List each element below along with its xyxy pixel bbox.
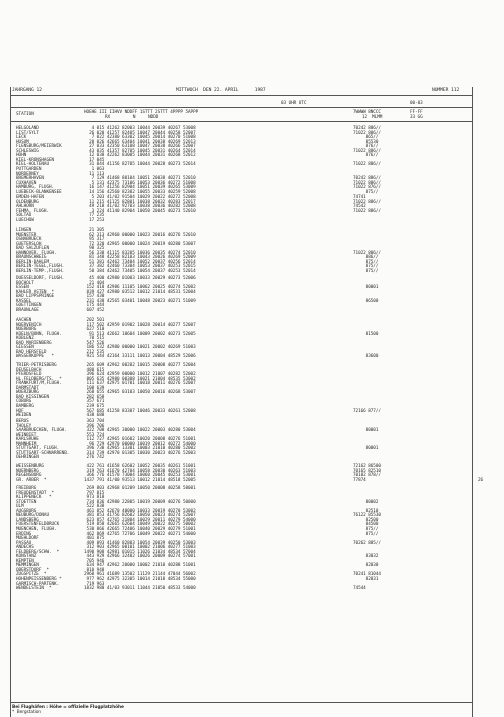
station-extra: 82510 xyxy=(353,508,379,514)
station-extra: 71022 886// xyxy=(353,250,381,256)
station-data: 77 235 xyxy=(84,213,105,219)
station-data: 27 033 42350 63108 10047 20038 40266 52007 xyxy=(84,144,196,150)
station-name: BREMERHAVEN xyxy=(16,176,44,182)
station-data: 14 156 42560 82302 10055 20033 40259 52008 xyxy=(84,189,196,195)
station-name: OEHRINGEN xyxy=(16,455,39,461)
station-extra: 875// xyxy=(353,259,379,265)
station-name: SOLTAU xyxy=(16,213,32,219)
station-data: 95 317 xyxy=(84,237,105,243)
station-name: WASSERKUPPE * xyxy=(16,354,55,360)
station-name: FRANKFURT/M,FLUGH. xyxy=(16,381,62,387)
station-name: MUENCHEN, FLUGH. xyxy=(16,526,57,532)
station-name: DARMSTADT xyxy=(16,385,39,391)
station-name: KONSTANZ xyxy=(16,554,37,560)
station-name: ZUGSPITZE * xyxy=(16,572,47,578)
station-name: NOERVENICH xyxy=(16,322,42,328)
station-name: FEHMA, FLUGH. xyxy=(16,208,49,214)
station-name: FREUDENSTADT * xyxy=(16,490,55,496)
station-extra: 83032 xyxy=(353,554,379,560)
station-data: 409 893 41460 82803 10054 20039 40250 53003 xyxy=(84,540,196,546)
station-extra: 84500 xyxy=(353,522,379,528)
station-data: 7 129 41468 80104 10051 20038 40271 52010 xyxy=(84,176,196,182)
station-extra: 80001 xyxy=(353,428,379,434)
code-header-line2: RX N NDDD xyxy=(105,115,159,120)
station-data: 805 635 42980 00308 10021 21004 48535 53002 xyxy=(84,376,196,382)
station-data: 396 624 42959 00000 10012 21007 40282 52002 xyxy=(84,372,196,378)
station-data: 567 685 41258 83307 10046 20033 40261 52008 xyxy=(84,408,196,414)
station-name: HUSUM xyxy=(16,139,29,145)
station-name: KOELN/BONN, FLUGH. xyxy=(16,331,62,337)
station-data: 547 526 xyxy=(84,340,105,346)
station-data: 623 857 42765 21804 10029 20011 40279 54000 xyxy=(84,517,196,523)
station-data: 977 962 42975 32305 10014 21018 48534 55000 xyxy=(84,577,196,582)
subheader-rule xyxy=(10,107,472,108)
station-name: BOCHOLT xyxy=(16,280,34,286)
station-name: REGENSBURG xyxy=(16,473,42,479)
station-name: DEUSELBACH xyxy=(16,367,42,373)
station-data: 519 858 42665 62604 10049 20022 40275 50002 xyxy=(84,522,196,528)
station-name: ERDING xyxy=(16,531,32,537)
station-name: OBERSTDORF * xyxy=(16,567,49,573)
station-data: 96 729 42970 00000 10019 20012 40272 54000 xyxy=(84,441,196,447)
station-extra: 875// xyxy=(353,189,379,195)
station-name: BERLIN-TEMP.,FLUGH. xyxy=(16,268,65,274)
station-name: ESSEN xyxy=(16,285,29,291)
station-data: 553 724 xyxy=(84,432,105,438)
station-extra: 865// xyxy=(353,135,379,141)
station-name: MUENSTER xyxy=(16,232,37,238)
station-name: EMDEN-HAFEN xyxy=(16,195,44,200)
station-data: 1832 980 41/03 93011 11044 21050 48533 54000 xyxy=(84,586,196,592)
station-data: 50 384 42462 73405 10054 20037 40253 52014 xyxy=(84,268,196,274)
station-data: 319 763 41670 42704 10058 20030 40263 51003 xyxy=(84,468,196,474)
station-data: 462 869 42765 72706 10049 20022 40271 54000 xyxy=(84,531,196,537)
station-data: 157 430 xyxy=(84,294,105,300)
station-data: 37 382 42460 73304 10053 20037 40253 52015 xyxy=(84,264,196,270)
station-name: HAMBURG, FLUGH. xyxy=(16,185,55,191)
station-extra: 71022 886// xyxy=(353,180,381,186)
station-name: OSNABRUECK xyxy=(16,237,42,243)
station-name: HOHENPEISSENBERG * xyxy=(16,577,62,582)
station-name: WEIDEN xyxy=(16,413,32,419)
station-name: KASSEL xyxy=(16,298,32,304)
station-name: WENDELSTEIN * xyxy=(16,586,52,592)
right-border xyxy=(472,87,473,717)
station-extra: 71022 876// xyxy=(353,185,381,191)
station-data: 28 026 42665 63404 10041 20038 40269 52013 xyxy=(84,139,196,145)
station-name: PFERDSFELD xyxy=(16,372,42,378)
station-extra: 71022 886// xyxy=(353,208,381,214)
station-data: 921 544 42164 33111 10013 20004 48529 52006 xyxy=(84,354,196,360)
station-data: 381 853 41756 82602 10050 20023 40274 52007 xyxy=(84,513,196,519)
station-data: 3 224 41140 82904 10050 20045 40273 52010 xyxy=(84,208,196,214)
issue-number: NUMMER 112 xyxy=(432,88,460,93)
station-data: 1490 908 42981 01015 11026 21034 48534 57004 xyxy=(84,549,196,555)
station-extra: 886// xyxy=(353,255,379,261)
station-extra: 71022 886// xyxy=(353,130,381,136)
station-data: 212 535 xyxy=(84,349,105,355)
station-data: 5 203 41/02 91504 10029 20022 40272 52008 xyxy=(84,195,196,200)
station-data: 51 381 42462 73404 10052 20037 40256 52014 xyxy=(84,259,196,265)
station-data: 312 903 42965 00101 10002 21006 40277 51003 xyxy=(84,545,196,551)
station-name: FUERSTENFELDBRUCK xyxy=(16,522,60,528)
station-data: 480 615 xyxy=(84,367,105,373)
station-data: 16 147 41256 82904 10051 20039 40265 53009 xyxy=(84,185,196,191)
station-data: 461 852 42670 40000 10033 20019 40270 53002 xyxy=(84,508,196,514)
station-name: BRAUNSCHWEIG xyxy=(16,255,47,261)
station-data: 839 427 42980 03512 10012 21014 48531 52004 xyxy=(84,289,196,295)
station-extra: 70262 885// xyxy=(353,540,381,546)
station-data: 265 609 42962 00202 10015 20008 40277 52004 xyxy=(84,363,196,368)
station-name: DUESSELDORF, FLUGH. xyxy=(16,276,65,281)
station-name: KIEL-HOLTENAU xyxy=(16,162,49,168)
station-name: KEMPTEN xyxy=(16,558,34,564)
station-name: BRAUNLAGE xyxy=(16,307,39,313)
station-name: LIST/SYLT xyxy=(16,130,39,136)
station-data: 112 727 42965 01602 10020 20008 40276 51001 xyxy=(84,437,196,443)
station-extra: 70165 82510 xyxy=(353,468,381,474)
station-data: 26 020 41257 82405 10047 20044 40258 52007 xyxy=(84,130,196,136)
station-name: GARMISCH-PARTENK. xyxy=(16,581,60,587)
station-data: 21 305 xyxy=(84,228,105,233)
station-data: 17 045 xyxy=(84,157,105,163)
code-header-line4: 12 MLMM xyxy=(362,115,383,120)
station-extra: 71022 886// xyxy=(353,199,381,205)
right-header-line2: 33 GG xyxy=(410,115,423,120)
station-name: LUEBECK-BLANKENSEE xyxy=(16,189,62,195)
station-data: 186 532 42980 00000 10021 20002 40269 51003 xyxy=(84,345,196,351)
station-data: 734 836 42980 22805 10019 20009 40276 50000 xyxy=(84,499,196,505)
station-name: BAD KISSINGEN xyxy=(16,394,49,400)
station-data: 282 658 xyxy=(84,394,105,400)
station-extra: 72162 86500 xyxy=(353,464,381,469)
station-name: HANNOVER, FLUGH. xyxy=(16,250,57,256)
header-rule xyxy=(10,95,472,96)
station-name: KAHLER ASTEN * xyxy=(16,289,55,295)
station-name: STUTTGART, FLUGH. xyxy=(16,446,60,452)
station-data: 11 215 41125 82801 10038 20032 40283 52017 xyxy=(84,199,196,205)
station-extra: 875// xyxy=(353,264,379,270)
station-data: 396 706 xyxy=(84,423,105,429)
station-name: THOLEY xyxy=(16,423,32,429)
station-data: 17 253 xyxy=(84,217,105,223)
station-data: 401 875 xyxy=(84,536,105,542)
station-data: 705 946 xyxy=(84,558,105,564)
station-extra: 71022 886// xyxy=(353,148,381,154)
station-extra: 875// xyxy=(353,526,379,532)
station-name: MUEHLDORF xyxy=(16,536,39,542)
station-name: BAD MARIENBERG xyxy=(16,340,52,346)
column-header-rule xyxy=(10,121,472,122)
station-name: BERUS xyxy=(16,419,29,424)
station-data: 719 963 xyxy=(84,581,105,587)
station-name: GR. ARBER * xyxy=(16,477,47,483)
station-extra: 74741 xyxy=(353,195,366,200)
station-name: WEINBIET xyxy=(16,432,37,438)
station-data: 530 866 42665 72406 10040 20029 40279 51001 xyxy=(84,526,196,532)
station-name: FELDBERG/SCHW. * xyxy=(16,549,60,555)
station-extra: 70242 886// xyxy=(353,126,381,131)
station-name: NEUBURG/DONAU xyxy=(16,513,49,519)
station-name: SCHLESWIG xyxy=(16,148,39,154)
station-data: 11 113 xyxy=(84,171,105,177)
station-name: NUERBURG xyxy=(16,327,37,333)
station-name: AHLHORN xyxy=(16,204,34,210)
station-data: 49 218 41/02 92703 10038 20036 40282 52008 xyxy=(84,204,196,210)
station-extra: 74542 xyxy=(353,204,366,210)
station-data: 797 815 xyxy=(84,490,105,496)
station-data: 438 688 xyxy=(84,413,105,419)
station-name: AUGSBURG xyxy=(16,508,37,514)
station-name: TRIER-PETRISBERG xyxy=(16,363,57,368)
station-name: BAD LIPPSPRINGE xyxy=(16,294,55,300)
station-name: BERLIN-TEGEL,FLUGH. xyxy=(16,264,65,270)
station-extra: 70241 81044 xyxy=(353,572,381,578)
station-data: 21 404 xyxy=(84,280,105,286)
station-data: 45 400 42980 01003 10033 20029 40273 52006 xyxy=(84,276,196,281)
station-data: 1 063 xyxy=(84,166,105,172)
station-data: 7 022 42380 63302 10045 20014 40270 51008 xyxy=(84,135,196,141)
station-data: 175 444 xyxy=(84,303,105,309)
station-name: BAMBERG xyxy=(16,403,34,409)
station-name: HL.FELDBERG/TS. * xyxy=(16,376,62,382)
station-name: PUTTGARDEN xyxy=(16,166,42,172)
station-name: OLDENBURG xyxy=(16,199,39,205)
station-data: 91 513 42662 10604 10009 20002 40273 52005 xyxy=(84,331,196,337)
station-data: 231 438 42565 03401 10048 20023 40271 51009 xyxy=(84,298,196,304)
station-data: 322 708 42965 30000 10022 20003 40280 53004 xyxy=(84,428,196,434)
station-name: FREIBURG xyxy=(16,486,37,491)
station-name: STOETTEN xyxy=(16,499,37,505)
station-extra: 875// xyxy=(353,531,379,537)
station-name: BAD HERSFELD xyxy=(16,349,47,355)
observation-time: 03 UHR UTC xyxy=(281,101,307,106)
station-extra: 876// xyxy=(353,144,379,150)
station-data: 363 704 xyxy=(84,419,105,424)
code-header-line3: 7WWWW 8NCCC xyxy=(353,110,381,115)
station-data: 366 776 41570 73004 10060 20045 40253 53001 xyxy=(84,473,196,479)
station-data: 1437 791 41/00 93513 10012 21014 48518 52005 xyxy=(84,477,196,483)
station-name: KOBLENZ xyxy=(16,336,34,342)
station-data: 56 338 41115 83205 10036 20035 40274 52010 xyxy=(84,250,196,256)
station-name: KLIPPENECK * xyxy=(16,495,52,501)
station-data: 70 515 xyxy=(84,336,105,342)
station-data: 111 637 42975 01701 10018 20011 40276 52007 xyxy=(84,381,196,387)
station-data: 973 818 xyxy=(84,495,105,501)
station-data: 2960 961 41689 13502 11129 21144 47044 56002 xyxy=(84,572,196,578)
station-data: 43 035 41357 82705 10045 20031 40264 52014 xyxy=(84,148,196,154)
station-name: CUXHAVEN xyxy=(16,180,37,186)
left-border xyxy=(10,87,11,717)
station-extra: 81500 xyxy=(353,331,379,337)
station-extra: 76122 85530 xyxy=(353,513,381,519)
station-data: 117 502 42959 01902 10028 20014 40277 52007 xyxy=(84,322,196,328)
station-name: WUERZBURG xyxy=(16,390,39,396)
station-extra: 875// xyxy=(353,268,379,274)
right-header-line1: FF-FF xyxy=(410,110,423,115)
footer-rule xyxy=(10,702,472,703)
station-data: 202 501 xyxy=(84,318,105,323)
station-data: 98 325 xyxy=(84,246,105,252)
station-extra: 82500 xyxy=(353,517,379,523)
station-data: 522 838 xyxy=(84,504,105,510)
station-extra: 83600 xyxy=(353,354,379,360)
station-data: 276 742 xyxy=(84,455,105,461)
station-data: 269 803 42968 01209 10050 20008 40258 58001 xyxy=(84,486,196,491)
station-extra: 72166 877// xyxy=(353,408,381,414)
station-extra: 74544 xyxy=(353,586,366,592)
station-extra: 80001 xyxy=(353,446,379,452)
station-data: 72 320 42965 00000 10024 20019 40280 53007 xyxy=(84,241,196,247)
station-name: HOF xyxy=(16,408,24,414)
station-data: 396 738 42965 13301 10003 21010 40280 52002 xyxy=(84,446,196,452)
time-range: 00-03 xyxy=(410,101,423,106)
station-name: AACHEN xyxy=(16,318,32,323)
station-data: 4 015 41262 82003 10044 20039 40267 53008 xyxy=(84,126,196,131)
station-data: 627 510 xyxy=(84,327,105,333)
station-name: NORDERNEY xyxy=(16,171,39,177)
station-name: COBURG xyxy=(16,399,32,405)
station-name: MEMMINGEN xyxy=(16,563,39,569)
station-name: LECK xyxy=(16,135,27,141)
station-data: 239 675 xyxy=(84,403,105,409)
station-name: BERLIN-DAHLEM xyxy=(16,259,49,265)
station-name: GIESSEN xyxy=(16,345,34,351)
station-name: LANDSBERG xyxy=(16,517,39,523)
code-header-line1: HOEHE III IIHVV NDDFF 1STTT 2STTT 4PPPP 5APPP xyxy=(84,110,199,115)
station-name: GOETTINGEN xyxy=(16,303,42,309)
station-data: 31 044 41156 82705 10044 20028 40273 52014 xyxy=(84,162,196,168)
station-data: 634 947 42962 20000 10002 21010 40288 51001 xyxy=(84,563,196,569)
station-extra: 71022 886// xyxy=(353,162,381,168)
station-name: KIEL-KRONSHAGEN xyxy=(16,157,55,163)
station-extra: 70242 886// xyxy=(353,176,381,182)
station-name: NUERNBERG xyxy=(16,468,39,474)
station-margin-note: 26 xyxy=(478,477,484,483)
station-extra: 82031 xyxy=(353,577,379,582)
station-extra: 85530 xyxy=(353,139,379,145)
station-data: 152 410 42986 11105 10062 20025 40274 52002 xyxy=(84,285,196,291)
station-data: 314 739 42970 01305 10030 20023 40276 52003 xyxy=(84,450,196,456)
station-name: HOHN xyxy=(16,153,27,159)
station-data: 810 948 xyxy=(84,567,105,573)
station-name: BAD SALZUFLEN xyxy=(16,246,49,252)
station-name: MANNHEIM xyxy=(16,441,37,447)
station-data: 422 761 41658 62602 10052 20035 40261 51001 xyxy=(84,464,196,469)
station-extra: 77874 xyxy=(353,477,379,483)
station-extra: 80001 xyxy=(353,285,379,291)
station-data: 607 452 xyxy=(84,307,105,313)
station-name: LUECHOW xyxy=(16,217,34,223)
station-name: STUTTGART-SCHNARRENB. xyxy=(16,450,70,456)
station-name: KARLSRUHE xyxy=(16,437,39,443)
station-extra: 86500 xyxy=(353,298,379,304)
station-data: 268 655 42965 03103 10050 20016 40268 53007 xyxy=(84,390,196,396)
station-name: FLENSBURG/MEIERWIK xyxy=(16,144,62,150)
station-data: 5 131 42375 73106 10053 20036 40272 51008 xyxy=(84,180,196,186)
station-name: HELGOLAND xyxy=(16,126,39,131)
station-name: LINGEN xyxy=(16,228,32,233)
station-data: 443 929 42966 32402 10026 20009 40274 57001 xyxy=(84,554,196,560)
footnote-mountain: * Bergstation xyxy=(12,710,41,715)
station-data: 81 348 42258 82103 10043 20026 40269 52009 xyxy=(84,255,196,261)
station-name: SAARBRUECKEN, FLUGH. xyxy=(16,428,67,434)
station-column-header: STATION xyxy=(16,112,34,117)
station-name: GUETERSLOH xyxy=(16,241,42,247)
station-extra: 70182 878// xyxy=(353,473,381,479)
station-name: WEISSENBURG xyxy=(16,464,44,469)
date-label: MITTWOCH DEN 22. APRIL 1987 xyxy=(176,88,266,93)
station-data: 62 313 42960 00000 10023 20016 40276 52010 xyxy=(84,232,196,238)
station-extra: 876// xyxy=(353,153,379,159)
station-extra: 82030 xyxy=(353,563,379,569)
volume-label: JAHRGANG 12 xyxy=(12,88,42,93)
footnote-altitude: Bei Flughäfen : Höhe = offizielle Flugplatzhöhe xyxy=(12,705,124,710)
station-data: 108 639 xyxy=(84,385,105,391)
station-name: PASSAU xyxy=(16,540,32,546)
station-extra: 80002 xyxy=(353,499,379,505)
station-name: ULM xyxy=(16,504,24,510)
station-data: 12 038 42262 83005 10044 20031 40268 52012 xyxy=(84,153,196,159)
station-data: 357 671 xyxy=(84,399,105,405)
station-name: ANDECHS xyxy=(16,545,34,551)
